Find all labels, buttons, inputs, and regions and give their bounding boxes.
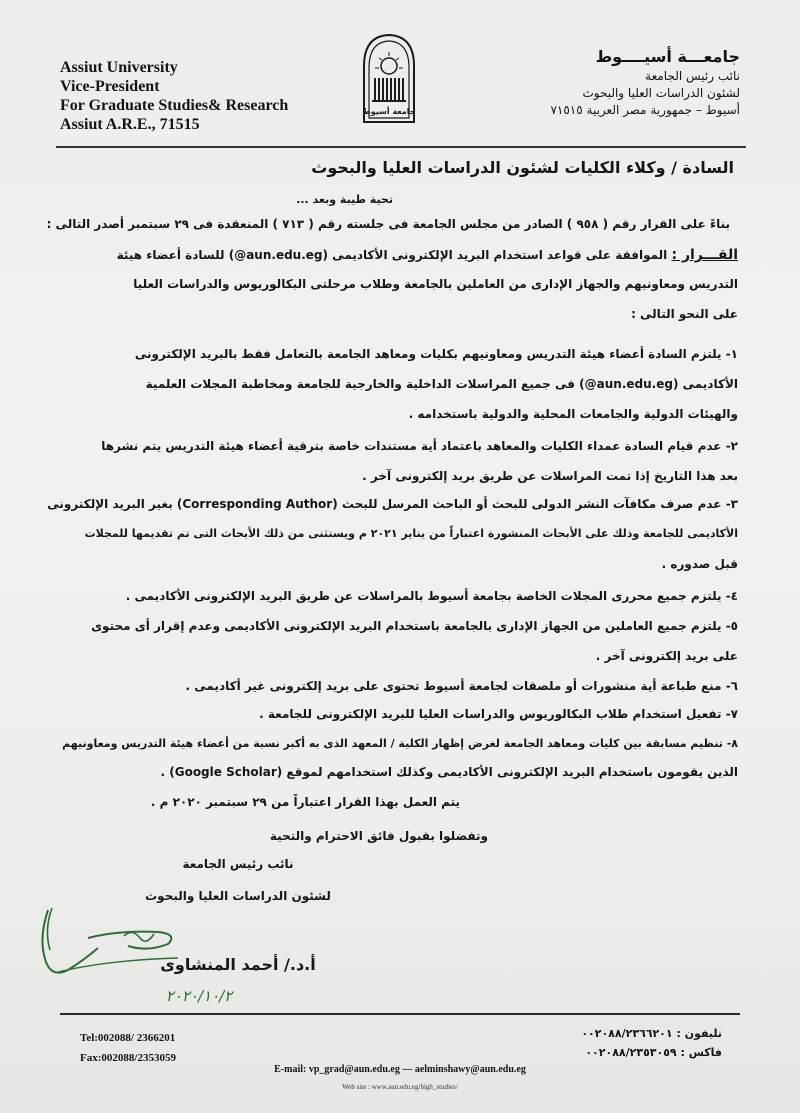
- effective-date: يتم العمل بهذا القرار اعتباراً من ٢٩ سبتمبر ٢٠٢٠ م .: [150, 795, 460, 809]
- handwritten-date-text: ٢٠٢٠/١٠/٢: [165, 987, 233, 1005]
- footer-divider: [60, 1013, 740, 1015]
- greeting: تحية طيبة وبعد ...: [296, 193, 393, 206]
- list-item: [47, 497, 738, 511]
- letterhead-ar-line: نائب رئيس الجامعة: [645, 69, 740, 83]
- list-item: [91, 619, 738, 633]
- item-number: ٥-: [725, 619, 738, 633]
- item-number: ٣-: [725, 497, 738, 511]
- preamble: بناءً على القرار رقم ( ٩٥٨ ) الصادر من مجلس الجامعة فى جلسته رقم ( ٧١٣ ) المنعقدة فى ٢٩ سبتمبر أصدر التالى :: [46, 217, 730, 231]
- item-text: يلتزم جميع محررى المجلات الخاصة بجامعة أسيوط بالمراسلات عن طريق البريد الإلكترونى الأكاديمى .: [125, 589, 722, 603]
- footer-contact-en: [80, 1028, 176, 1068]
- item-text: قبل صدوره .: [661, 557, 738, 571]
- footer-tel: Tel:002088/ 2366201: [80, 1032, 176, 1044]
- item-text: عدم صرف مكافآت النشر الدولى للبحث أو الباحث المرسل للبحث (Corresponding Author) بغير البريد الإلكترونى: [47, 497, 722, 511]
- item-number: ١-: [725, 347, 738, 361]
- list-item: [101, 439, 738, 453]
- item-text: يلتزم السادة أعضاء هيئة التدريس ومعاونيهم بكليات ومعاهد الجامعة بالتعامل فقط بالبريد الإلكترونى: [134, 347, 722, 361]
- item-text: على بريد إلكترونى آخر .: [595, 649, 738, 663]
- item-text: الذين يقومون باستخدام البريد الإلكترونى الأكاديمى وكذلك استخدامهم لموقع (Google Scholar) .: [160, 765, 738, 779]
- arabic-letterhead: [440, 46, 740, 119]
- item-text: الأكاديمى (aun.edu.eg@) فى جميع المراسلات الداخلية والخارجية للجامعة ومخاطبة المجلات العلمية: [145, 377, 738, 391]
- list-item: [259, 707, 738, 721]
- letterhead-ar-line: أسيوط – جمهورية مصر العربية ٧١٥١٥: [550, 103, 740, 117]
- list-item: [186, 679, 738, 693]
- item-text: والهيئات الدولية والجامعات المحلية والدولية باستخدامه .: [408, 407, 738, 421]
- letterhead-en-line: Assiut A.R.E., 71515: [60, 116, 200, 133]
- item-text: الأكاديمى للجامعة وذلك على الأبحاث المنشورة اعتباراً من يناير ٢٠٢١ م ويستثنى من ذلك الأبحاث التى تم تقديمها للمجلات: [84, 527, 738, 540]
- item-number: ٨-: [726, 737, 738, 750]
- footer-fax: Fax:002088/2353059: [80, 1052, 176, 1064]
- item-text: منع طباعة أية منشورات أو ملصقات لجامعة أسيوط تحتوى على بريد إلكترونى غير أكاديمى .: [185, 679, 722, 693]
- item-text: تنظيم مسابقة بين كليات ومعاهد الجامعة لغرض إظهار الكلية / المعهد الذى به أكبر نسبة من أعضاء هيئة التدريس ومعاونيهم: [62, 737, 723, 750]
- list-item: [126, 589, 738, 603]
- letter-title: السادة / وكلاء الكليات لشئون الدراسات العليا والبحوث: [311, 158, 734, 177]
- letterhead-en-line: Assiut University: [60, 59, 178, 76]
- item-number: ٦-: [725, 679, 738, 693]
- decision-text: الموافقة على قواعد استخدام البريد الإلكترونى الأكاديمى (aun.edu.eg@) للسادة أعضاء هيئة: [116, 248, 668, 262]
- decision-line: [117, 247, 738, 263]
- logo-text: جامعة أسيوط: [362, 107, 416, 116]
- header-divider: [56, 146, 746, 148]
- list-item: [135, 347, 738, 361]
- item-number: ٤-: [725, 589, 738, 603]
- decision-text: على النحو التالى :: [631, 307, 738, 321]
- signatory-title: لشئون الدراسات العليا والبحوث: [145, 889, 331, 903]
- item-text: عدم قيام السادة عمداء الكليات والمعاهد باعتماد أية مستندات خاصة بترقية أعضاء هيئة التدريس يتم نشرها: [101, 439, 722, 453]
- university-logo: [360, 32, 418, 124]
- decision-label: القـــرار :: [671, 247, 738, 263]
- list-item: [62, 737, 738, 750]
- letterhead-en-line: Vice-President: [60, 78, 160, 95]
- letterhead-ar-line: جامعـــة أسيــــوط: [595, 47, 740, 66]
- footer-email: E-mail: vp_grad@aun.edu.eg — aelminshawy@aun.edu.eg: [274, 1064, 526, 1075]
- footer-contact-ar: [581, 1024, 722, 1062]
- signatory-name: أ.د./ أحمد المنشاوى: [160, 955, 316, 974]
- signatory-title: نائب رئيس الجامعة: [182, 857, 294, 871]
- english-letterhead: [60, 58, 360, 134]
- item-text: يلتزم جميع العاملين من الجهاز الإدارى بالجامعة باستخدام البريد الإلكترونى الأكاديمى وعدم إقرار أى محتوى: [91, 619, 722, 633]
- footer-tel-ar: تليفون : ٠٠٢٠٨٨/٢٣٦٦٢٠١: [581, 1027, 722, 1040]
- closing-line: وتفضلوا بقبول فائق الاحترام والتحية: [269, 829, 488, 843]
- item-text: بعد هذا التاريخ إذا تمت المراسلات عن طريق بريد إلكترونى آخر .: [362, 469, 738, 483]
- item-number: ٧-: [725, 707, 738, 721]
- decision-text: التدريس ومعاونيهم والجهاز الإدارى من العاملين بالجامعة وطلاب مرحلتى البكالوريوس والدراسات العليا: [133, 277, 738, 291]
- footer-fax-ar: فاكس : ٠٠٢٠٨٨/٢٣٥٣٠٥٩: [585, 1046, 722, 1059]
- item-number: ٢-: [725, 439, 738, 453]
- footer-website: Web site : www.aun.edu.eg/high_studies/: [342, 1083, 458, 1091]
- letterhead-en-line: For Graduate Studies& Research: [60, 97, 289, 114]
- handwritten-date: [124, 983, 274, 1007]
- item-text: تفعيل استخدام طلاب البكالوريوس والدراسات العليا للبريد الإلكترونى للجامعة .: [259, 707, 722, 721]
- letterhead-ar-line: لشئون الدراسات العليا والبحوث: [582, 86, 740, 100]
